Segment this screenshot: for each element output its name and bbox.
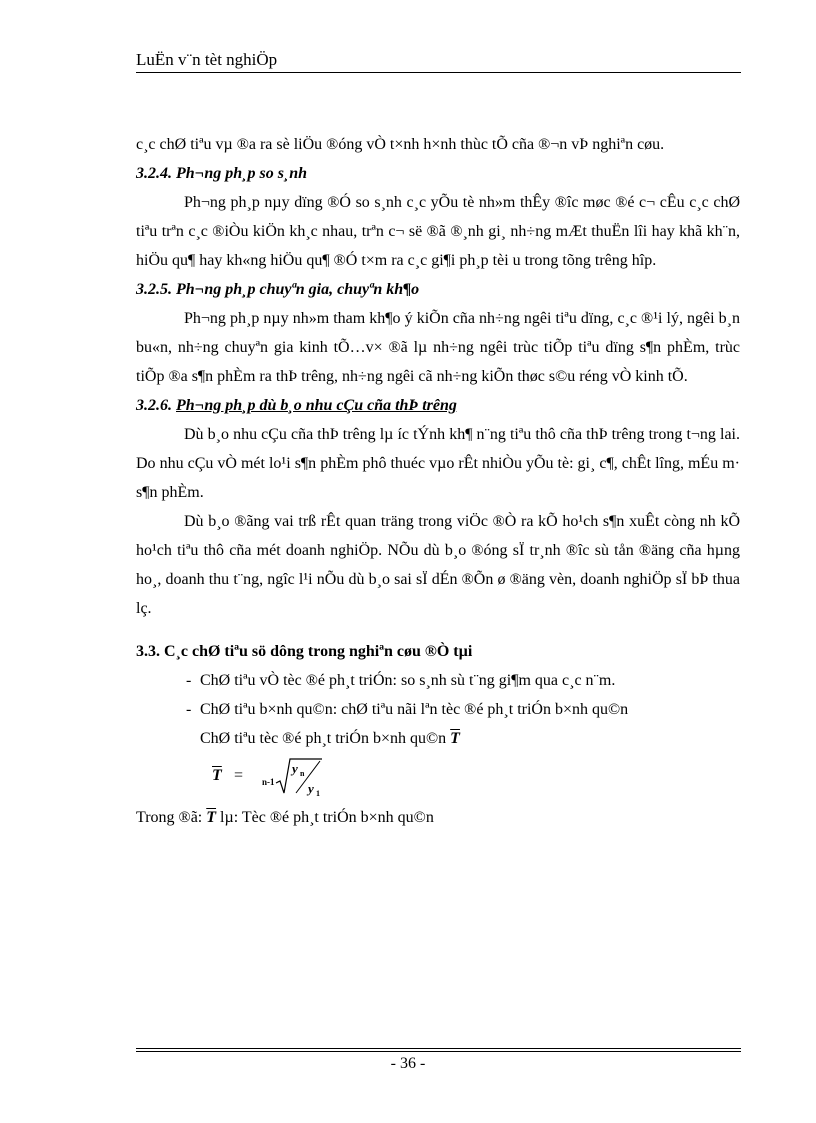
denominator: y [308, 781, 314, 796]
footer-rule [136, 1051, 741, 1052]
heading-title: Ph¬ng ph¸p dù b¸o nhu cÇu cña thÞ trêng [176, 397, 457, 414]
heading-3-3 [136, 637, 740, 666]
footer-rule [136, 1048, 741, 1049]
heading-title: Ph¬ng ph¸p chuyªn gia, chuyªn kh¶o [176, 281, 420, 298]
heading-3-2-4 [136, 159, 740, 188]
intro-paragraph: c¸c chØ tiªu vµ ®a ra sè liÖu ®óng vÒ t×nh h×nh thùc tÕ cña ®¬n vÞ nghiªn cøu. [136, 136, 665, 153]
heading-number: 3.3. [136, 643, 160, 660]
sub-item [136, 724, 740, 753]
heading-3-2-6 [136, 391, 740, 420]
list-item: - ChØ tiªu vÒ tèc ®é ph¸t triÓn: so s¸nh sù t¨ng gi¶m qua c¸c n¨m. [186, 672, 616, 689]
paragraph-3-2-6-a: Dù b¸o nhu cÇu cña thÞ trêng lµ íc tÝnh kh¶ n¨ng tiªu thô cña thÞ trêng trong t¬ng lai. Do nhu cÇu vÒ mét lo¹i s¶n phÈm phô thuéc vµo rÊt nhiÒu yÕu tè: gi¸ c¶, chÊt lîng, mÉu m· s¶n phÈm. [136, 426, 740, 501]
heading-number: 3.2.4. [136, 165, 172, 182]
heading-title: C¸c chØ tiªu sö dông trong nghiªn cøu ®Ò tµi [164, 643, 473, 660]
t-bar-symbol: $\overline{T}$ [450, 730, 460, 747]
indicator-list [136, 666, 740, 724]
page-body [136, 130, 740, 832]
trong-do-prefix: Trong ®ã: [136, 809, 203, 826]
header-rule [136, 72, 741, 73]
list-item: - ChØ tiªu b×nh qu©n: chØ tiªu nãi lªn tèc ®é ph¸t triÓn b×nh qu©n [186, 701, 629, 718]
trong-do-line [136, 803, 740, 832]
paragraph-3-2-4: Ph¬ng ph¸p nµy dïng ®Ó so s¸nh c¸c yÕu tè nh»m thÊy ®îc møc ®é c¬ cÊu c¸c chØ tiªu trªn c¸c ®iÒu kiÖn kh¸c nhau, trªn c¬ së ®ã ®¸nh gi¸ nh÷ng mÆt thuËn lîi hay khã kh¨n, hiÖu qu¶ hay kh«ng hiÖu qu¶ ®Ó t×m ra c¸c gi¶i ph¸p tèi u trong tõng trêng hîp. [136, 194, 740, 269]
heading-title: Ph¬ng ph¸p so s¸nh [176, 165, 308, 182]
page-number: - 36 - [390, 1055, 426, 1072]
radical-sign [276, 759, 322, 793]
average-growth-formula [212, 753, 740, 803]
radical-expression [262, 753, 352, 803]
trong-do-text: lµ: Tèc ®é ph¸t triÓn b×nh qu©n [220, 809, 434, 826]
paragraph-3-2-6-b: Dù b¸o ®ãng vai trß rÊt quan träng trong viÖc ®Ò ra kÕ ho¹ch s¶n xuÊt còng nh kÕ ho¹ch tiªu thô cña mét doanh nghiÖp. NÕu dù b¸o ®óng sÏ tr¸nh ®îc sù tån ®äng cña hµng ho¸, doanh thu t¨ng, ngîc l¹i nÕu dù b¸o sai sÏ dÉn ®Õn ø ®äng vèn, doanh nghiÖp sÏ bÞ thua lç. [136, 513, 740, 617]
formula-lhs: $\overline{T}$ [212, 767, 222, 784]
denominator-sub: 1 [316, 789, 320, 798]
formula-equals: = [234, 767, 244, 784]
numerator-sub: n [300, 769, 305, 778]
paragraph-3-2-5: Ph¬ng ph¸p nµy nh»m tham kh¶o ý kiÕn cña nh÷ng ngêi tiªu dïng, c¸c ®¹i lý, ngêi b¸n bu«n, nh÷ng chuyªn gia kinh tÕ…v× ®ã lµ nh÷ng ngêi trùc tiÕp tiªu dïng s¶n phÈm, trùc tiÕp ®a s¶n phÈm ra thÞ trêng, nh÷ng ngêi cã nh÷ng kiÕn thøc s©u réng vÒ kinh tÕ. [136, 310, 740, 385]
root-index: n-1 [262, 777, 275, 787]
running-header: LuËn v¨n tèt nghiÖp [136, 50, 278, 69]
heading-number: 3.2.6. [136, 397, 172, 414]
t-bar-symbol: $\overline{T}$ [206, 809, 217, 826]
numerator: y [292, 761, 298, 776]
heading-3-2-5 [136, 275, 740, 304]
heading-number: 3.2.5. [136, 281, 172, 298]
sub-item-text: ChØ tiªu tèc ®é ph¸t triÓn b×nh qu©n [200, 730, 447, 747]
